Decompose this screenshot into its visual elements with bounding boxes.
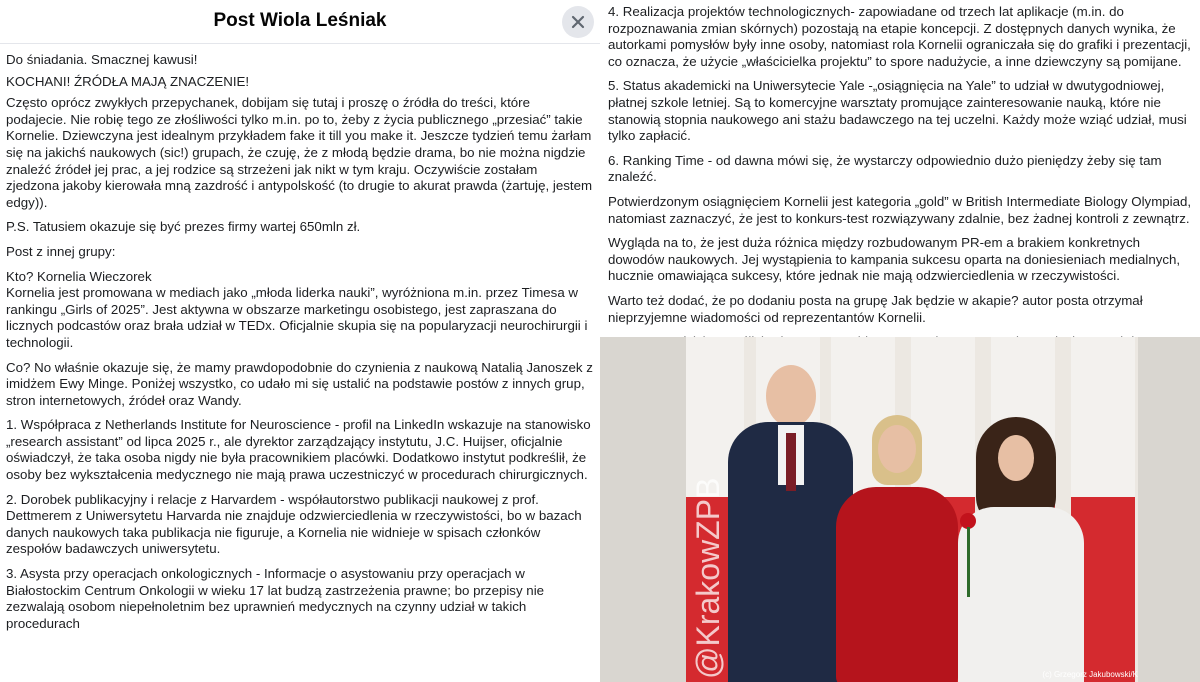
person-head bbox=[878, 425, 916, 473]
post-paragraph: 6. Ranking Time - od dawna mówi się, że wystarczy odpowiednio dużo pieniędzy żeby się tam znaleźć. bbox=[608, 152, 1162, 185]
post-paragraph: Warto też dodać, że po dodaniu posta na grupę Jak będzie w akapie? autor posta otrzymał nieprzyjemne wiadomości od reprezentantów Kornelii. bbox=[608, 292, 1143, 325]
photo-watermark: @KrakowZPB bbox=[690, 477, 726, 679]
dialog-header bbox=[0, 0, 600, 44]
post-right-column bbox=[600, 0, 1200, 682]
person-head bbox=[998, 435, 1034, 481]
post-paragraph: Do śniadania. Smacznej kawusi! bbox=[6, 52, 198, 67]
post-paragraph: Często oprócz zwykłych przepychanek, dobijam się tutaj i proszę o źródła do treści, które podajecie. Nie robię tego ze złośliwości tylko m.in. po to, żeby z życia publicznego „przesiać” takie Kornelie. Dziewczyna jest idealnym przykładem fake it till you make it. Jeszcze tydzień temu żarłam się na jakichś naukowych (sic!) grupach, że czuję, że z młodą będzie drama, bo nie można nigdzie znaleźć źródeł jej prac, a jej rodzice są strzeżeni jak nikt w tym kraju. Oczywiście zostałam zjedzona jakoby kierowała mną zazdrość i antypolskość (to drugie to akurat prawda (żartuję, jestem edgy)). bbox=[6, 95, 593, 210]
post-photo[interactable] bbox=[600, 337, 1200, 682]
post-paragraph: 2. Dorobek publikacyjny i relacje z Harvardem - współautorstwo publikacji naukowej z prof. Dettmerem z Uniwersytetu Harvarda nie znajduje odzwierciedlenia w rzeczywistości, bo w bazach danych naukowych taka publikacja nie figuruje, a Kornelia nie widnieje w spisach członków zespołów badawczych uniwersytetu. bbox=[6, 491, 582, 557]
post-body-right bbox=[600, 0, 1200, 351]
close-button[interactable] bbox=[562, 6, 594, 38]
photo-credit: (c) Grzegorz Jakubowski/K bbox=[1042, 670, 1138, 679]
post-paragraph: 1. Współpraca z Netherlands Institute for Neuroscience - profil na LinkedIn wskazuje na stanowisko „research assistant” od lipca 2025 r., ale dyrektor zarządzający instytutu, J.C. Huijser, oficjalnie oświadczył, że taka osoba nigdy nie była pracownikiem placówki. Dodatkowo instytut podkreślił, że osoby bez wykształcenia medycznego nie mają prawa uczestniczyć w procedurach chirurgicznych. bbox=[6, 417, 591, 483]
rose-stem bbox=[967, 527, 970, 597]
post-paragraph: Co? No właśnie okazuje się, że mamy prawdopodobnie do czynienia z naukową Natalią Janoszek z imidżem Ewy Minge. Poniżej wszystko, co udało mi się ustalić na podstawie postów z innych grup, stron internetowych, źródeł oraz Wandy. bbox=[6, 359, 593, 408]
post-body-left bbox=[0, 44, 600, 632]
dialog-title: Post Wiola Leśniak bbox=[213, 10, 387, 31]
post-paragraph: 4. Realizacja projektów technologicznych- zapowiadane od trzech lat aplikacje (m.in. do rozpoznawania zmian skórnych) pozostają na etapie koncepcji. Z dostępnych danych wynika, że autorkami pomysłów były inne osoby, natomiast rola Kornelii ograniczała się do grafiki i prezentacji, co oznacza, że użycie „właścicielka projektu” to spore nadużycie, a inne dziewczyny są pomijane. bbox=[608, 4, 1191, 69]
person-head bbox=[766, 365, 816, 427]
red-dress bbox=[836, 487, 958, 682]
post-paragraph: KOCHANI! ŹRÓDŁA MAJĄ ZNACZENIE! bbox=[6, 73, 250, 89]
close-icon bbox=[571, 15, 585, 29]
white-suit bbox=[958, 507, 1084, 682]
post-paragraph: Potwierdzonym osiągnięciem Kornelii jest kategoria „gold” w British Intermediate Biology Olympiad, natomiast zaznaczyć, że jest to konkurs-test rozwiązywany zdalnie, bez żadnej kontroli z zewnątrz. bbox=[608, 193, 1192, 226]
post-paragraph: 5. Status akademicki na Uniwersytecie Yale -„osiągnięcia na Yale” to udział w dwutygodniowej, płatnej szkole letniej. Są to komercyjne warsztaty promujące zainteresowanie nauką, które nie stanowią stopnia naukowego ani stażu badawczego na tej uczelni. Każdy może wziąć udział, musi tylko zapłacić. bbox=[608, 78, 1187, 144]
photo-scene bbox=[686, 337, 1138, 682]
post-paragraph: P.S. Tatusiem okazuje się być prezes firmy wartej 650mln zł. bbox=[6, 219, 361, 235]
post-paragraph: Wygląda na to, że jest duża różnica między rozbudowanym PR-em a brakiem konkretnych dowodów naukowych. Jej wystąpienia to kampania sukcesu oparta na doniesieniach medialnych, hucznie omawiająca sukcesy, które jednak nie mają odzwierciedlenia w rzeczywistości. bbox=[608, 235, 1181, 284]
post-paragraph: 3. Asysta przy operacjach onkologicznych - Informacje o asystowaniu przy operacjach w Białostockim Centrum Onkologii w wieku 17 lat budzą zastrzeżenia prawne; bo przepisy nie zezwalają osobom niepełnoletnim bez uprawnień medycznych na czynny udział w takich procedurach bbox=[6, 566, 545, 631]
post-paragraph: Post z innej grupy: bbox=[6, 243, 116, 259]
post-paragraph: Kto? Kornelia Wieczorek Kornelia jest promowana w mediach jako „młoda liderka nauki”, wyróżniona m.in. przez Timesa w rankingu „Girls of 2025”. Jest aktywna w obszarze marketingu osobistego, jest zapraszana do licznych podcastów oraz brała udział w TEDx. Oficjalnie skupia się na popularyzacji neurochirurgii i technologii. bbox=[6, 268, 588, 350]
tie bbox=[786, 433, 796, 491]
